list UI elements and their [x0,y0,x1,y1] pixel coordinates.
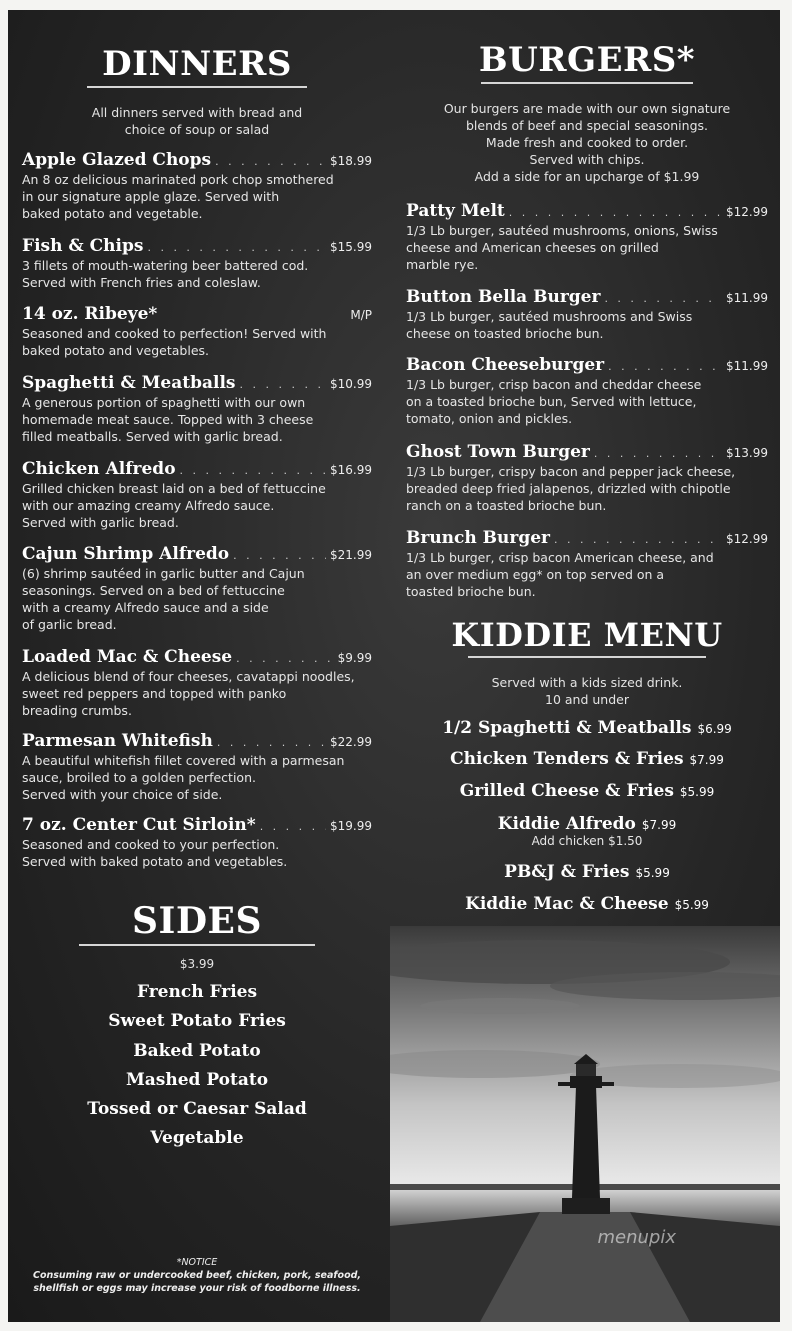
foodborne-notice [22,1256,372,1295]
desc-line: sweet red peppers and topped with panko [22,686,287,701]
menu-item-button-bella-burger [406,287,768,342]
desc-line: cheese on toasted brioche bun. [406,326,604,341]
desc-line: Served with garlic bread. [22,515,179,530]
item-description [22,836,372,870]
item-name: 14 oz. Ribeye* [22,304,158,324]
desc-line: cheese and American cheeses on grilled [406,240,659,255]
item-name: Apple Glazed Chops [22,150,212,170]
dot-leader [233,549,326,562]
item-description [22,668,372,719]
dot-leader [215,155,326,168]
desc-line: marble rye. [406,257,479,272]
burgers-title: BURGERS* [478,40,696,80]
burgers-header [406,40,768,84]
item-price: M/P [350,308,372,322]
desc-line: Grilled chicken breast laid on a bed of fettuccine [22,481,326,496]
dinners-intro-line: All dinners served with bread and [91,105,303,120]
notice-line: shellfish or eggs may increase your risk of foodborne illness. [33,1283,361,1294]
kiddie-header [406,616,768,658]
dot-leader [608,360,722,373]
menu-item-chicken-alfredo [22,459,372,531]
item-price: $11.99 [726,291,768,305]
item-name: Button Bella Burger [406,287,601,307]
lighthouse-photo [390,926,780,1322]
desc-line: Served with baked potato and vegetables. [22,854,288,869]
desc-line: homemade meat sauce. Topped with 3 cheese [22,412,314,427]
desc-line: breading crumbs. [22,703,132,718]
item-price: $16.99 [330,463,372,477]
burgers-intro-line: Our burgers are made with our own signature [443,101,731,116]
side-item: Sweet Potato Fries [108,1011,286,1031]
kiddie-item-name: Kiddie Alfredo [497,814,636,834]
side-item: Tossed or Caesar Salad [87,1099,307,1119]
kiddie-intro [406,674,768,708]
kiddie-item-name: Grilled Cheese & Fries [459,781,674,801]
item-description [406,549,768,600]
item-price: $12.99 [726,205,768,219]
item-name: Fish & Chips [22,236,144,256]
desc-line: A beautiful whitefish fillet covered with a parmesan [22,753,345,768]
dot-leader [147,241,326,254]
item-name: 7 oz. Center Cut Sirloin* [22,815,256,835]
item-description [406,222,768,273]
dinners-intro-line: choice of soup or salad [124,122,270,137]
item-name: Parmesan Whitefish [22,731,213,751]
desc-line: in our signature apple glaze. Served with [22,189,280,204]
item-name: Bacon Cheeseburger [406,355,605,375]
desc-line: filled meatballs. Served with garlic bread. [22,429,283,444]
kiddie-title: KIDDIE MENU [451,616,723,654]
item-description [406,463,768,514]
dot-leader [554,533,722,546]
dot-leader [594,447,722,460]
menu-item-apple-glazed-chops [22,150,372,222]
desc-line: on a toasted brioche bun, Served with lettuce, [406,394,697,409]
desc-line: 1/3 Lb burger, crisp bacon and cheddar cheese [406,377,702,392]
kiddie-item [406,749,768,769]
desc-line: with our amazing creamy Alfredo sauce. [22,498,275,513]
item-name: Patty Melt [406,201,505,221]
dot-leader [604,292,722,305]
side-item: Mashed Potato [125,1070,269,1090]
menu-item-brunch-burger [406,528,768,600]
desc-line: sauce, broiled to a golden perfection. [22,770,256,785]
desc-line: of garlic bread. [22,617,117,632]
side-item: Vegetable [150,1128,244,1148]
sides-rule [79,944,315,946]
dot-leader [260,820,326,833]
item-description [22,171,372,222]
item-price: $11.99 [726,359,768,373]
side-item: French Fries [136,982,258,1002]
desc-line: 1/3 Lb burger, crispy bacon and pepper jack cheese, [406,464,736,479]
desc-line: an over medium egg* on top served on a [406,567,665,582]
item-name: Spaghetti & Meatballs [22,373,236,393]
menu-item-cajun-shrimp-alfredo [22,544,372,633]
burgers-intro-line: Made fresh and cooked to order. [485,135,689,150]
kiddie-intro-line: 10 and under [545,692,629,707]
dot-leader [509,206,722,219]
menu-item-center-cut-sirloin [22,815,372,870]
menupix-watermark: menupix [597,1227,676,1248]
item-description [22,325,372,359]
kiddie-rule [468,656,706,658]
kiddie-item-name: Chicken Tenders & Fries [450,749,684,769]
item-name: Chicken Alfredo [22,459,176,479]
kiddie-item-price: $5.99 [679,785,715,799]
desc-line: Served with your choice of side. [22,787,223,802]
item-name: Ghost Town Burger [406,442,590,462]
desc-line: (6) shrimp sautéed in garlic butter and Cajun [22,566,305,581]
dinners-rule [87,86,307,88]
desc-line: A delicious blend of four cheeses, cavatappi noodles, [22,669,355,684]
item-price: $22.99 [330,735,372,749]
dot-leader [239,378,326,391]
item-description [406,308,768,342]
item-price: $13.99 [726,446,768,460]
notice-title: *NOTICE [176,1257,218,1268]
kiddie-item-price: $5.99 [674,898,709,912]
burgers-rule [481,82,693,84]
desc-line: toasted brioche bun. [406,584,536,599]
item-description [22,752,372,803]
menu-item-parmesan-whitefish [22,731,372,803]
desc-line: baked potato and vegetable. [22,206,203,221]
desc-line: Served with French fries and coleslaw. [22,275,261,290]
kiddie-intro-line: Served with a kids sized drink. [491,675,683,690]
kiddie-item-note: Add chicken $1.50 [531,834,643,848]
desc-line: 3 fillets of mouth-watering beer battered cod. [22,258,309,273]
desc-line: tomato, onion and pickles. [406,411,573,426]
kiddie-item [406,814,768,848]
menu-item-loaded-mac-cheese [22,647,372,719]
kiddie-item-price: $5.99 [635,866,670,880]
item-name: Brunch Burger [406,528,551,548]
item-price: $10.99 [330,377,372,391]
desc-line: seasonings. Served on a bed of fettuccine [22,583,285,598]
kiddie-item-name: PB&J & Fries [504,862,630,882]
menu-item-spaghetti-meatballs [22,373,372,445]
kiddie-item-name: 1/2 Spaghetti & Meatballs [442,718,692,738]
desc-line: Seasoned and cooked to perfection! Served with [22,326,327,341]
desc-line: 1/3 Lb burger, sautéed mushrooms and Swiss [406,309,693,324]
kiddie-item [406,718,768,738]
item-price: $18.99 [330,154,372,168]
item-price: $15.99 [330,240,372,254]
dinners-title: DINNERS [102,44,292,84]
menu-item-bacon-cheeseburger [406,355,768,427]
desc-line: 1/3 Lb burger, crisp bacon American cheese, and [406,550,714,565]
burgers-intro [406,100,768,185]
item-price: $9.99 [337,651,372,665]
item-price: $12.99 [726,532,768,546]
dot-leader [180,464,326,477]
item-description [22,480,372,531]
desc-line: An 8 oz delicious marinated pork chop smothered [22,172,334,187]
kiddie-item [406,781,768,801]
burgers-intro-line: Served with chips. [529,152,645,167]
lighthouse-image [390,926,780,1322]
desc-line: breaded deep fried jalapenos, drizzled with chipotle [406,481,731,496]
dinners-header [22,44,372,88]
burgers-intro-line: blends of beef and special seasonings. [466,118,708,133]
desc-line: ranch on a toasted brioche bun. [406,498,607,513]
burgers-intro-line: Add a side for an upcharge of $1.99 [474,169,700,184]
item-description [406,376,768,427]
item-description [22,394,372,445]
desc-line: baked potato and vegetables. [22,343,209,358]
kiddie-item-name: Kiddie Mac & Cheese [465,894,669,914]
kiddie-item [406,862,768,882]
item-price: $19.99 [330,819,372,833]
dot-leader [217,736,326,749]
desc-line: Seasoned and cooked to your perfection. [22,837,280,852]
kiddie-item-price: $7.99 [689,753,724,767]
desc-line: with a creamy Alfredo sauce and a side [22,600,269,615]
kiddie-item [406,894,768,914]
kiddie-item-price: $7.99 [641,818,677,832]
item-name: Loaded Mac & Cheese [22,647,233,667]
item-name: Cajun Shrimp Alfredo [22,544,230,564]
menu-item-ghost-town-burger [406,442,768,514]
item-description [22,565,372,633]
sides-price: $3.99 [179,957,215,971]
side-item: Baked Potato [133,1041,261,1061]
sides-title: SIDES [132,900,262,942]
menu-item-patty-melt [406,201,768,273]
sides-header [22,900,372,946]
menu-item-ribeye [22,304,372,359]
desc-line: 1/3 Lb burger, sautéed mushrooms, onions, Swiss [406,223,718,238]
kiddie-item-price: $6.99 [697,722,732,736]
dinners-intro [22,104,372,138]
item-price: $21.99 [330,548,372,562]
desc-line: A generous portion of spaghetti with our own [22,395,306,410]
menu-item-fish-chips [22,236,372,291]
menu-sheet [8,10,780,1322]
notice-line: Consuming raw or undercooked beef, chicken, pork, seafood, [32,1270,362,1281]
item-description [22,257,372,291]
dot-leader [236,652,334,665]
